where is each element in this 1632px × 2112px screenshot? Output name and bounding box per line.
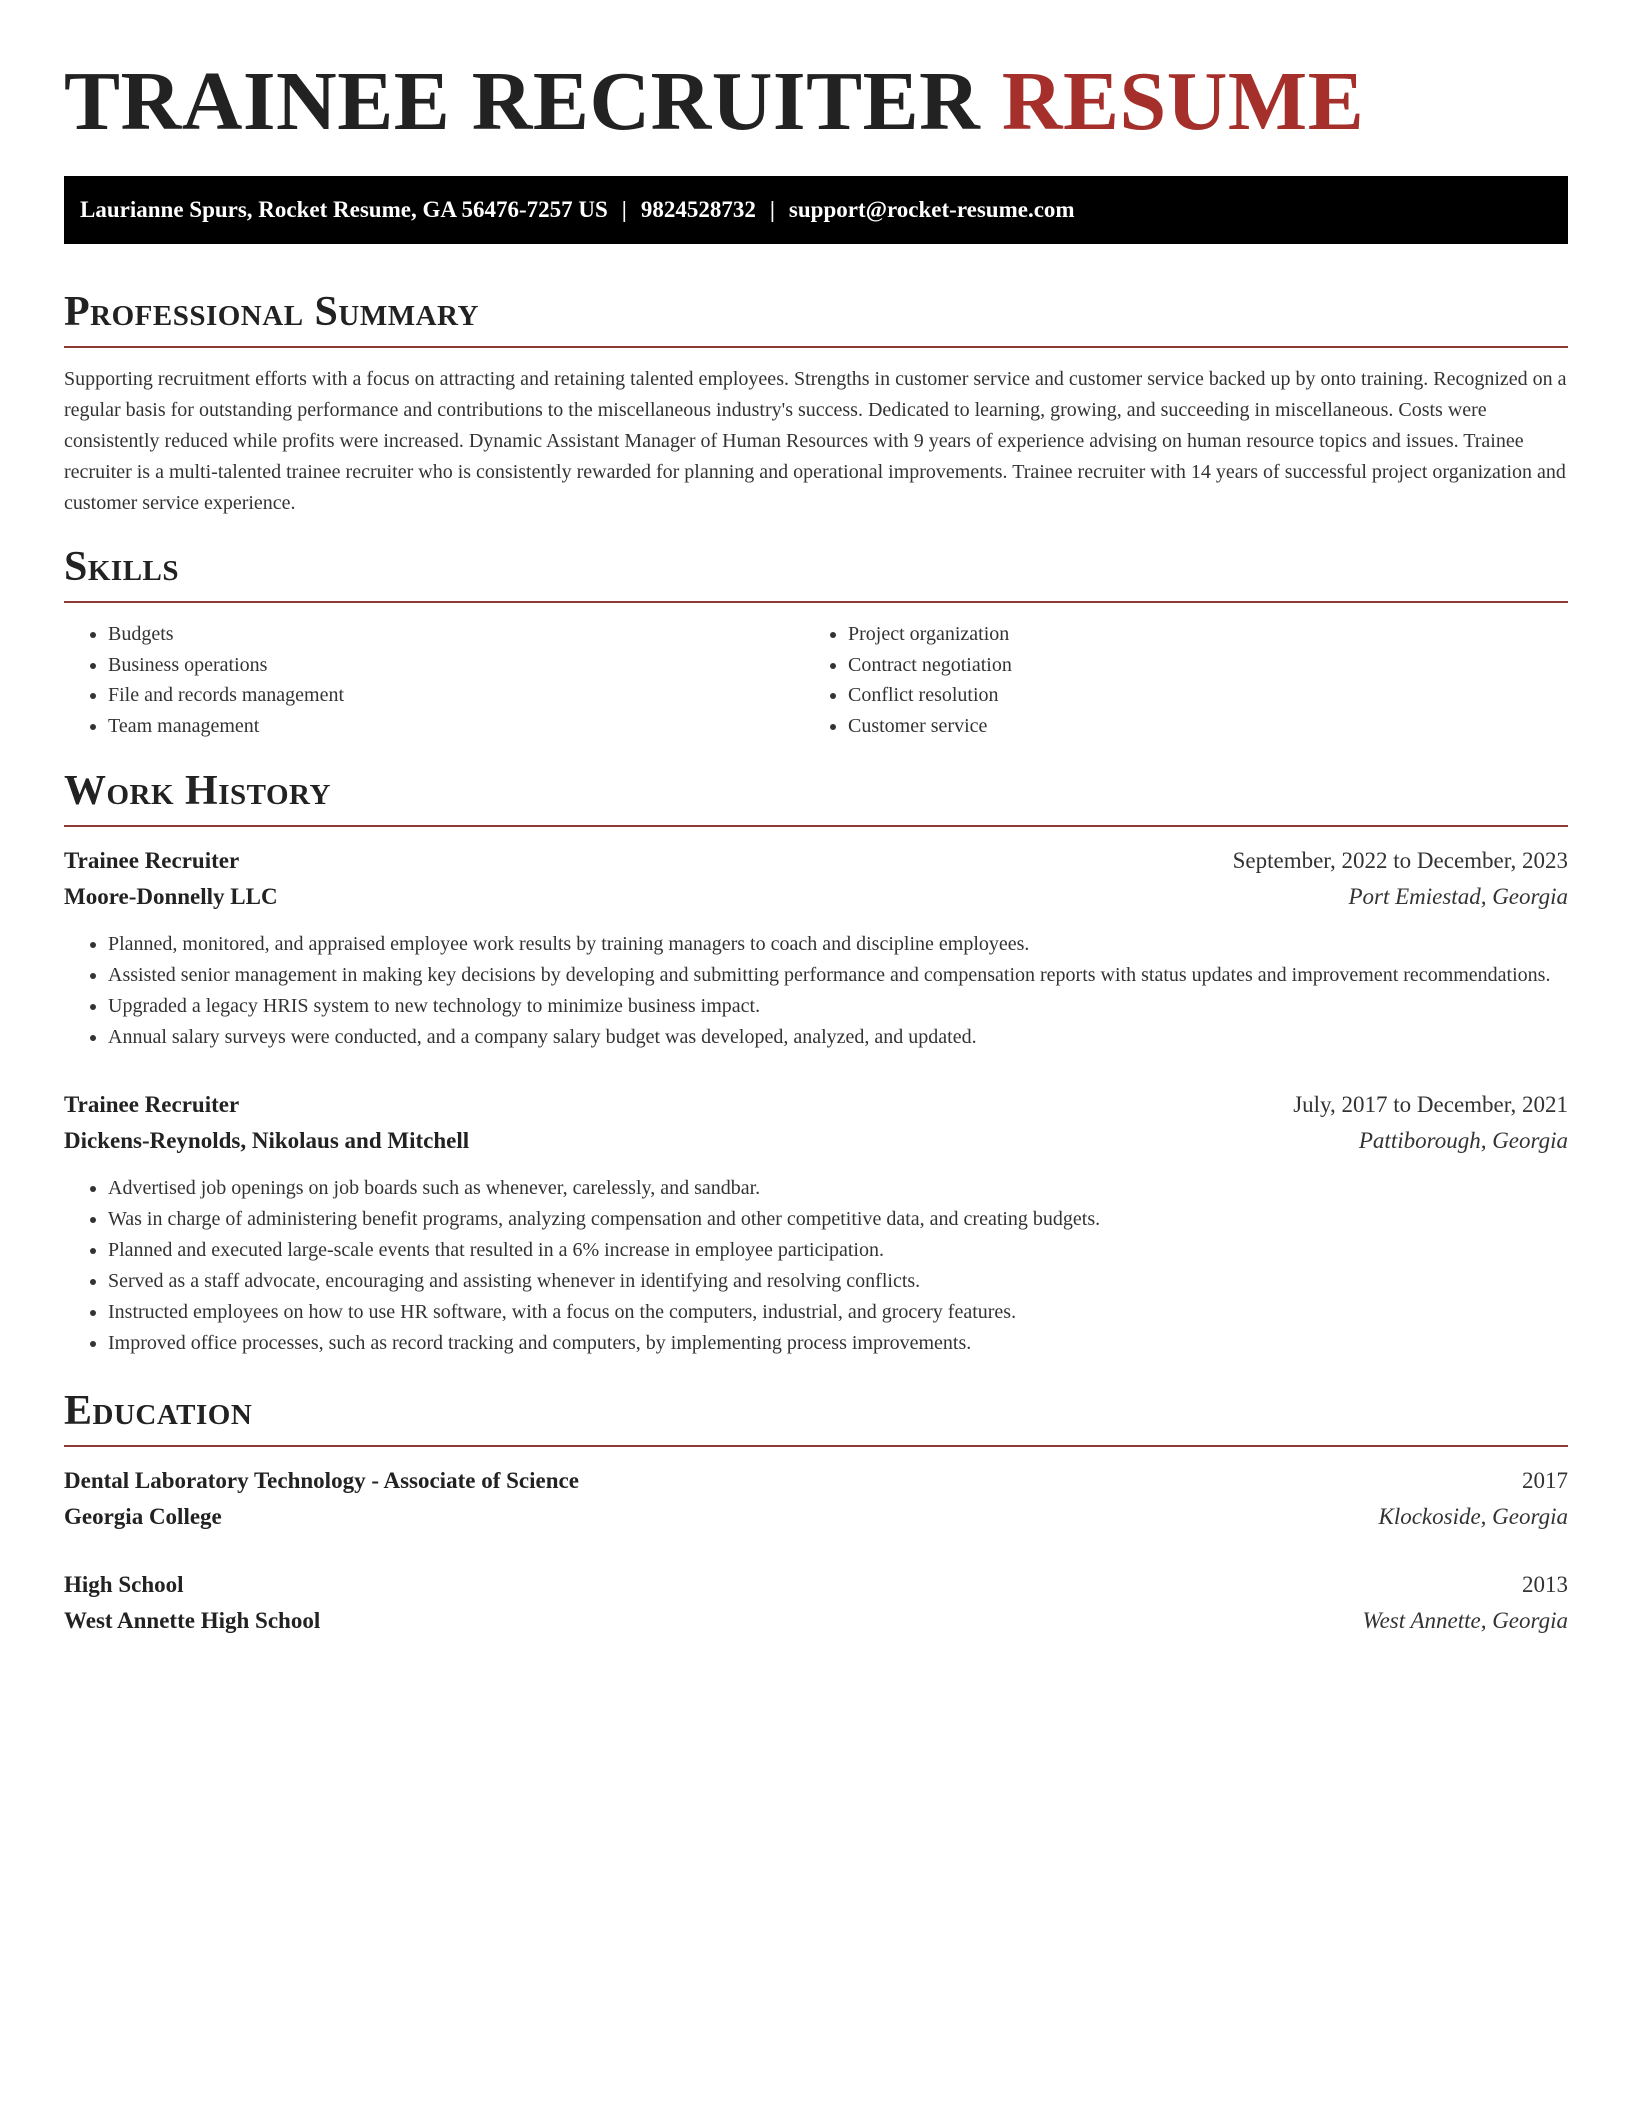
skill-item: • Business operations bbox=[108, 650, 804, 681]
education-entry bbox=[64, 1463, 1568, 1535]
contact-bar bbox=[64, 176, 1568, 244]
skills-columns bbox=[64, 619, 1568, 741]
skill-item: • Project organization bbox=[848, 619, 1544, 650]
job-bullet: • Advertised job openings on job boards such as whenever, carelessly, and sandbar. bbox=[108, 1173, 1568, 1204]
skill-item: • Customer service bbox=[848, 711, 1544, 742]
education-heading: Education bbox=[64, 1388, 253, 1434]
job-bullet: • Annual salary surveys were conducted, and a company salary budget was developed, analyzed, and updated. bbox=[108, 1022, 1568, 1053]
job-dates: September, 2022 to December, 2023 bbox=[1232, 848, 1568, 873]
job-company: Dickens-Reynolds, Nikolaus and Mitchell bbox=[64, 1128, 470, 1153]
summary-heading: Professional Summary bbox=[64, 289, 479, 335]
education-degree-row bbox=[64, 1463, 1568, 1499]
contact-email: support@rocket-resume.com bbox=[788, 197, 1075, 222]
job-header-row bbox=[64, 843, 1568, 879]
skill-item: • Contract negotiation bbox=[848, 650, 1544, 681]
job-title: Trainee Recruiter bbox=[64, 848, 240, 873]
education-year: 2017 bbox=[1522, 1468, 1568, 1493]
job-bullet: • Planned, monitored, and appraised employee work results by training managers to coach and discipline employees. bbox=[108, 929, 1568, 960]
skills-section bbox=[64, 541, 1568, 741]
education-location: Klockoside, Georgia bbox=[1378, 1504, 1568, 1529]
education-section bbox=[64, 1385, 1568, 1639]
job-bullet: • Served as a staff advocate, encouraging and assisting whenever in identifying and resolving conflicts. bbox=[108, 1266, 1568, 1297]
section-divider bbox=[64, 1445, 1568, 1447]
job-entry bbox=[64, 843, 1568, 1053]
job-company: Moore-Donnelly LLC bbox=[64, 884, 278, 909]
job-company-row bbox=[64, 879, 1568, 915]
job-dates: July, 2017 to December, 2021 bbox=[1293, 1092, 1568, 1117]
education-degree: Dental Laboratory Technology - Associate of Science bbox=[64, 1468, 579, 1493]
education-entry bbox=[64, 1567, 1568, 1639]
skills-heading: Skills bbox=[64, 544, 180, 590]
education-school: West Annette High School bbox=[64, 1608, 321, 1633]
resume-title bbox=[64, 0, 1568, 152]
section-divider bbox=[64, 825, 1568, 827]
job-bullet: • Assisted senior management in making key decisions by developing and submitting performance and compensation reports with status updates and improvement recommendations. bbox=[108, 960, 1568, 991]
contact-separator: | bbox=[621, 197, 627, 222]
skill-item: • Budgets bbox=[108, 619, 804, 650]
job-header-row bbox=[64, 1087, 1568, 1123]
section-divider bbox=[64, 346, 1568, 348]
contact-address: Laurianne Spurs, Rocket Resume, GA 56476-7257 US bbox=[80, 197, 608, 222]
education-school-row bbox=[64, 1499, 1568, 1535]
skills-list-right bbox=[804, 619, 1544, 741]
job-bullets bbox=[64, 1173, 1568, 1359]
skill-item: • Conflict resolution bbox=[848, 680, 1544, 711]
summary-section bbox=[64, 286, 1568, 519]
section-divider bbox=[64, 601, 1568, 603]
work-history-section bbox=[64, 765, 1568, 1359]
resume-page bbox=[64, 0, 1568, 1639]
education-degree: High School bbox=[64, 1572, 184, 1597]
education-school-row bbox=[64, 1603, 1568, 1639]
title-accent: RESUME bbox=[1001, 55, 1365, 148]
title-main: TRAINEE RECRUITER bbox=[64, 55, 981, 148]
summary-text: Supporting recruitment efforts with a focus on attracting and retaining talented employees. Strengths in customer service and customer service backed up by onto training. Recognized on a regular basis for outstanding performance and contributions to the miscellaneous industry's success. Dedicated to learning, growing, and succeeding in miscellaneous. Costs were consistently reduced while profits were increased. Dynamic Assistant Manager of Human Resources with 9 years of experience advising on human resource topics and issues. Trainee recruiter is a multi-talented trainee recruiter who is consistently rewarded for planning and operational improvements. Trainee recruiter with 14 years of successful project organization and customer service experience. bbox=[64, 368, 1567, 514]
education-degree-row bbox=[64, 1567, 1568, 1603]
job-location: Pattiborough, Georgia bbox=[1358, 1128, 1568, 1153]
job-bullet: • Was in charge of administering benefit programs, analyzing compensation and other competitive data, and creating budgets. bbox=[108, 1204, 1568, 1235]
job-entry bbox=[64, 1087, 1568, 1359]
job-bullet: • Upgraded a legacy HRIS system to new technology to minimize business impact. bbox=[108, 991, 1568, 1022]
job-bullet: • Instructed employees on how to use HR software, with a focus on the computers, industrial, and grocery features. bbox=[108, 1297, 1568, 1328]
job-title: Trainee Recruiter bbox=[64, 1092, 240, 1117]
education-year: 2013 bbox=[1522, 1572, 1568, 1597]
job-bullet: • Planned and executed large-scale events that resulted in a 6% increase in employee participation. bbox=[108, 1235, 1568, 1266]
education-school: Georgia College bbox=[64, 1504, 222, 1529]
job-location: Port Emiestad, Georgia bbox=[1348, 884, 1568, 909]
education-location: West Annette, Georgia bbox=[1362, 1608, 1568, 1633]
job-bullet: • Improved office processes, such as record tracking and computers, by implementing process improvements. bbox=[108, 1328, 1568, 1359]
contact-separator: | bbox=[769, 197, 775, 222]
job-company-row bbox=[64, 1123, 1568, 1159]
work-history-heading: Work History bbox=[64, 768, 331, 814]
skills-list-left bbox=[64, 619, 804, 741]
job-bullets bbox=[64, 929, 1568, 1053]
contact-phone: 9824528732 bbox=[640, 197, 756, 222]
skill-item: • Team management bbox=[108, 711, 804, 742]
skill-item: • File and records management bbox=[108, 680, 804, 711]
